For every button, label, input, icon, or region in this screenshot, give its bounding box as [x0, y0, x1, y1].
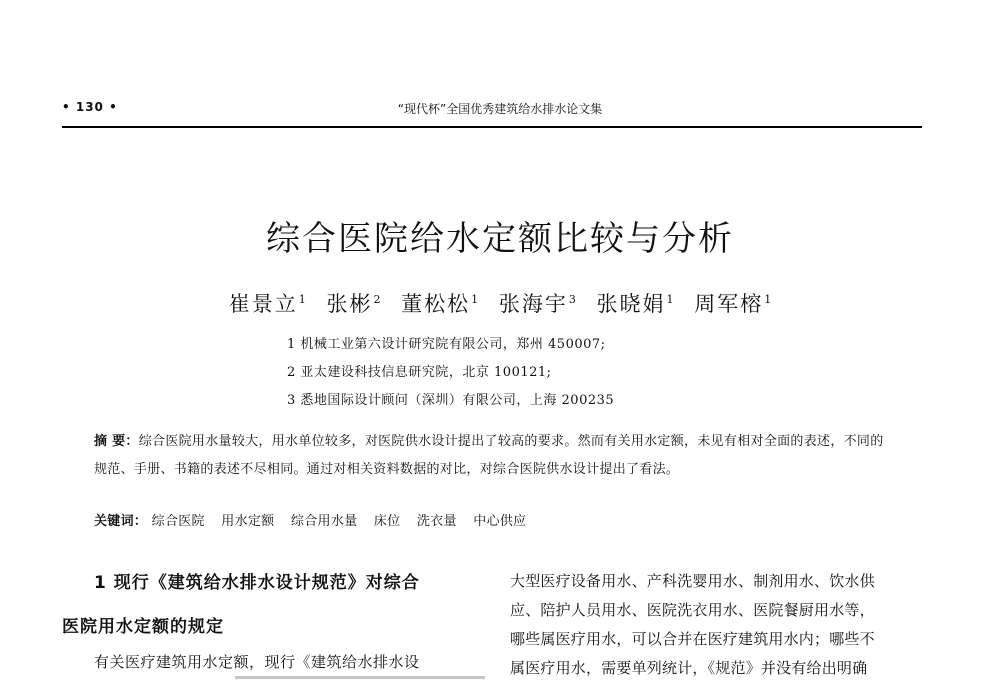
author-name: 董松松 [401, 292, 471, 316]
running-title: “现代杯”全国优秀建筑给水排水论文集 [397, 102, 603, 116]
keyword: 洗衣量 [416, 514, 457, 529]
author [229, 292, 306, 316]
author-name: 张彬 [326, 292, 373, 316]
author-affil-mark: 1 [666, 293, 674, 306]
cut-off-text-line [235, 676, 485, 679]
body-line: 属医疗用水，需要单列统计，《规范》并没有给出明确 [510, 659, 868, 677]
author-name: 周军榕 [694, 292, 764, 316]
author-affil-mark: 1 [764, 293, 772, 306]
affiliation: 2 亚太建设科技信息研究院，北京 100121; [287, 365, 552, 380]
abstract-text: 综合医院用水量较大，用水单位较多，对医院供水设计提出了较高的要求。然而有关用水定额，未见有相对全面的表述，不同的规范、手册、书籍的表述不尽相同。通过对相关资料数据的对比，对综合医院供水设计提出了看法。 [94, 434, 884, 477]
section-heading: 1 现行《建筑给水排水设计规范》对综合 [94, 573, 420, 593]
body-line: 哪些属医疗用水，可以合并在医疗建筑用水内；哪些不 [510, 630, 875, 648]
author [326, 292, 380, 316]
keyword: 中心供应 [473, 514, 527, 529]
header-rule [62, 126, 922, 128]
section-heading-continued: 医院用水定额的规定 [62, 617, 224, 637]
author-affil-mark: 2 [373, 293, 381, 306]
author [499, 292, 576, 316]
author-affil-mark: 3 [568, 293, 576, 306]
paper-title: 综合医院给水定额比较与分析 [266, 219, 734, 259]
keyword: 综合用水量 [290, 514, 358, 529]
author [401, 292, 478, 316]
body-line: 应、陪护人员用水、医院洗衣用水、医院餐厨用水等， [510, 601, 875, 619]
author-affil-mark: 1 [298, 293, 306, 306]
affiliation: 1 机械工业第六设计研究院有限公司，郑州 450007; [287, 337, 606, 352]
author [694, 292, 771, 316]
author-name: 张海宇 [498, 292, 568, 316]
body-paragraph: 有关医疗建筑用水定额，现行《建筑给水排水设 [94, 653, 420, 671]
affiliation: 3 悉地国际设计顾问（深圳）有限公司，上海 200235 [287, 393, 615, 408]
right-column [510, 567, 926, 683]
body-line: 大型医疗设备用水、产科洗婴用水、制剂用水、饮水供 [510, 572, 875, 590]
author-name: 崔景立 [228, 292, 298, 316]
keyword: 用水定额 [221, 514, 275, 529]
keywords [94, 510, 538, 529]
author [597, 292, 674, 316]
keyword: 床位 [373, 514, 401, 529]
author-list [0, 288, 1000, 318]
page-number: • 130 • [62, 100, 118, 114]
author-name: 张晓娟 [596, 292, 666, 316]
keywords-label: 关键词： [94, 514, 148, 529]
author-affil-mark: 1 [471, 293, 479, 306]
keyword: 综合医院 [151, 514, 205, 529]
abstract [94, 428, 894, 484]
abstract-label: 摘 要： [94, 434, 139, 449]
